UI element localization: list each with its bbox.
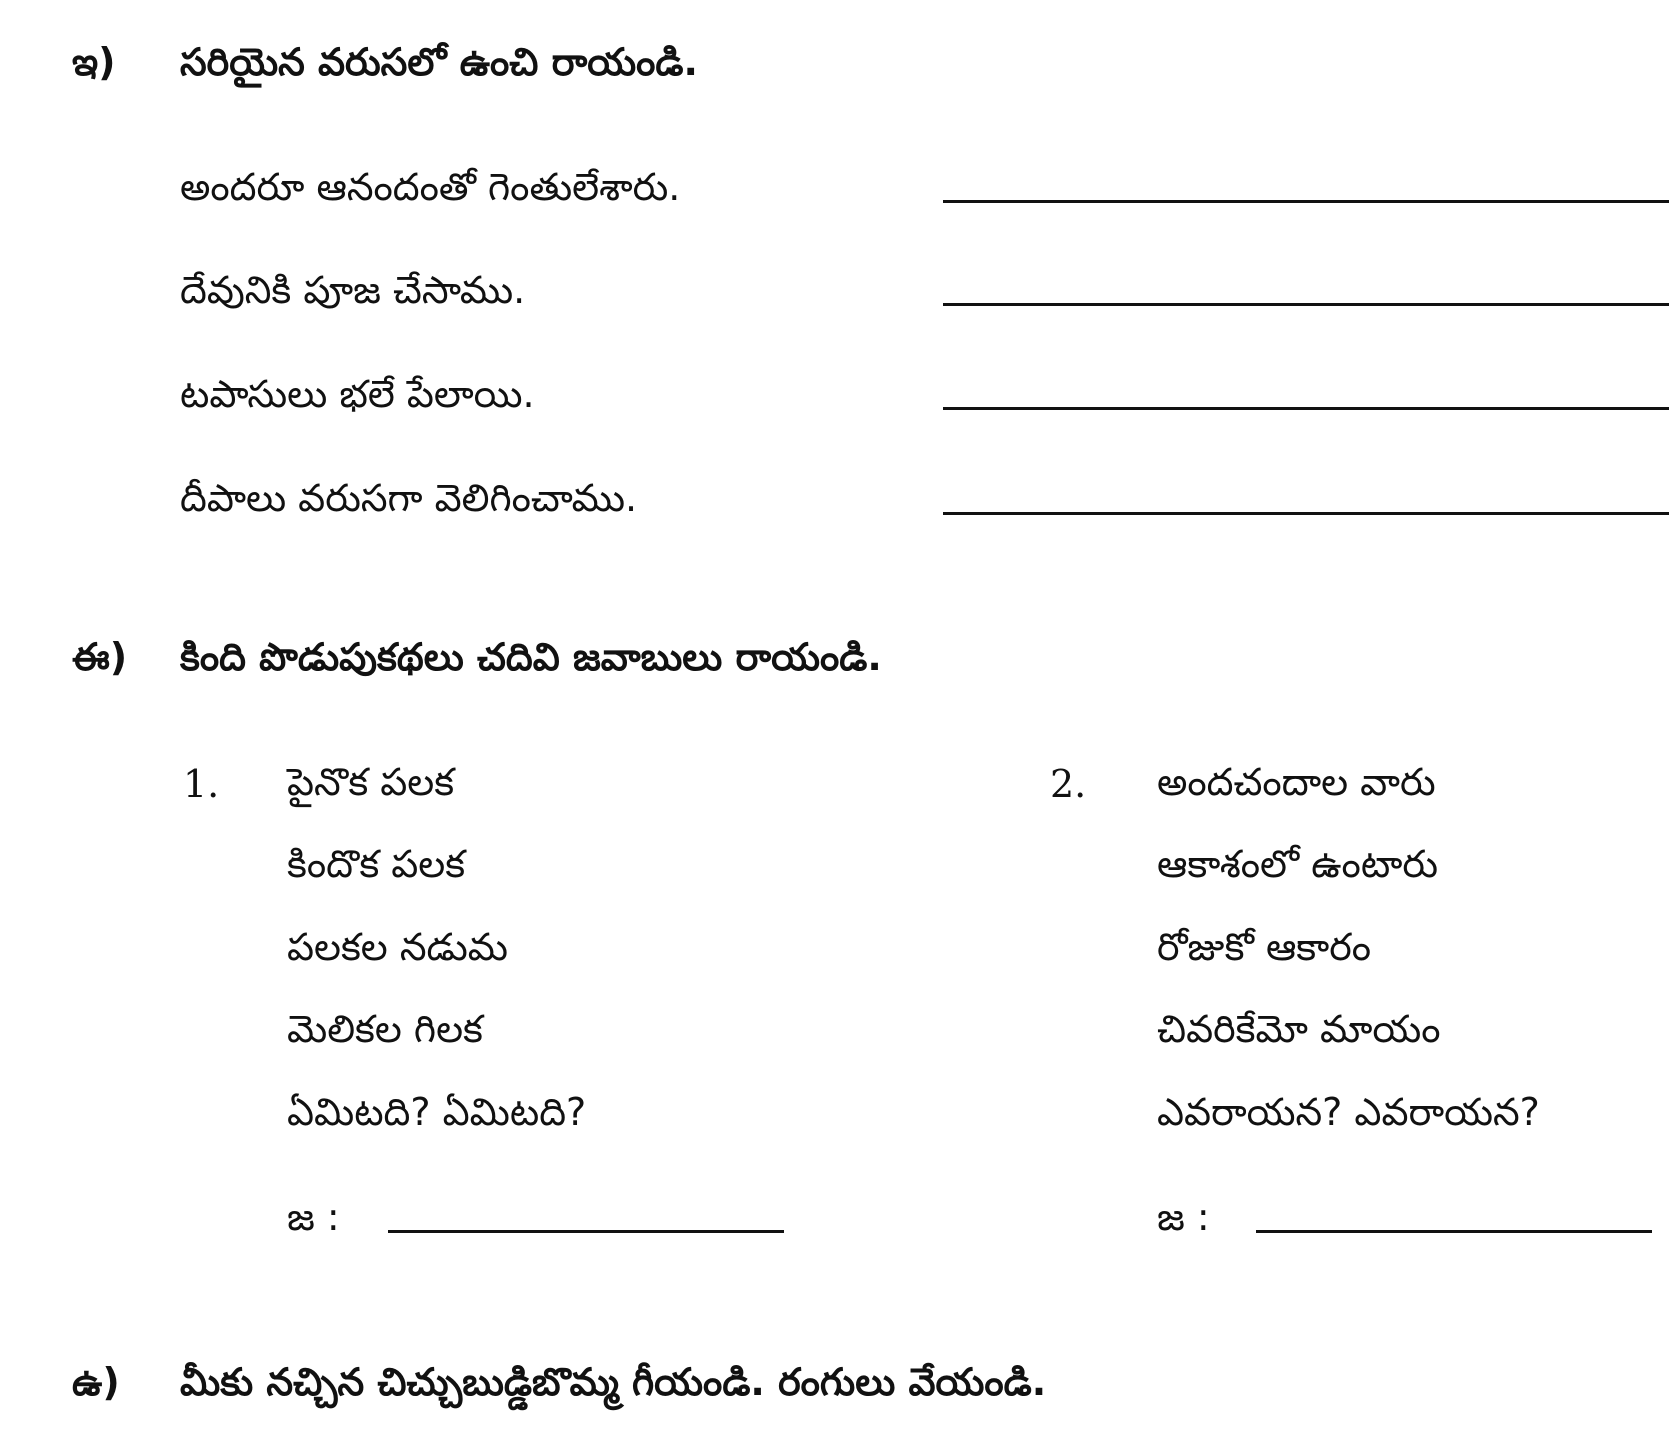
riddle-1-number: 1. — [183, 762, 220, 806]
riddle-1-line-2: కిందొక పలక — [287, 842, 466, 886]
section-i-marker: ఇ) — [72, 40, 116, 84]
sentence-4: దీపాలు వరుసగా వెలిగించాము. — [180, 476, 638, 520]
riddle-2-number: 2. — [1050, 762, 1087, 806]
riddle-2-answer-label: జ : — [1157, 1195, 1210, 1239]
section-iii-marker: ఉ) — [72, 1360, 120, 1404]
section-ii-marker: ఈ) — [72, 635, 128, 679]
answer-blank-3[interactable] — [943, 407, 1669, 410]
riddle-2-answer-blank[interactable] — [1256, 1230, 1652, 1233]
riddle-1-line-3: పలకల నడుమ — [287, 925, 508, 969]
answer-blank-2[interactable] — [943, 303, 1669, 306]
sentence-3: టపాసులు భలే పేలాయి. — [180, 372, 535, 416]
sentence-2: దేవునికి పూజ చేసాము. — [180, 268, 526, 312]
riddle-1-line-4: మెలికల గిలక — [287, 1007, 483, 1051]
answer-blank-4[interactable] — [943, 512, 1669, 515]
section-i-heading: సరియైన వరుసలో ఉంచి రాయండి. — [180, 40, 698, 84]
section-ii-heading: కింది పొడుపుకథలు చదివి జవాబులు రాయండి. — [180, 635, 882, 679]
riddle-1-line-1: పైనొక పలక — [287, 760, 455, 804]
section-iii-heading: మీకు నచ్చిన చిచ్చుబుడ్డిబొమ్మ గీయండి. రంగులు వేయండి. — [180, 1360, 1047, 1404]
answer-blank-1[interactable] — [943, 200, 1669, 203]
riddle-2-line-3: రోజుకో ఆకారం — [1157, 925, 1372, 969]
riddle-1-answer-label: జ : — [287, 1195, 340, 1239]
riddle-1-answer-blank[interactable] — [388, 1230, 784, 1233]
riddle-1-line-5: ఏమిటది? ఏమిటది? — [287, 1090, 587, 1134]
riddle-2-line-1: అందచందాల వారు — [1157, 760, 1436, 804]
riddle-2-line-2: ఆకాశంలో ఉంటారు — [1157, 842, 1439, 886]
riddle-2-line-4: చివరికేమో మాయం — [1157, 1007, 1441, 1051]
sentence-1: అందరూ ఆనందంతో గెంతులేశారు. — [180, 165, 681, 209]
riddle-2-line-5: ఎవరాయన? ఎవరాయన? — [1157, 1090, 1540, 1134]
